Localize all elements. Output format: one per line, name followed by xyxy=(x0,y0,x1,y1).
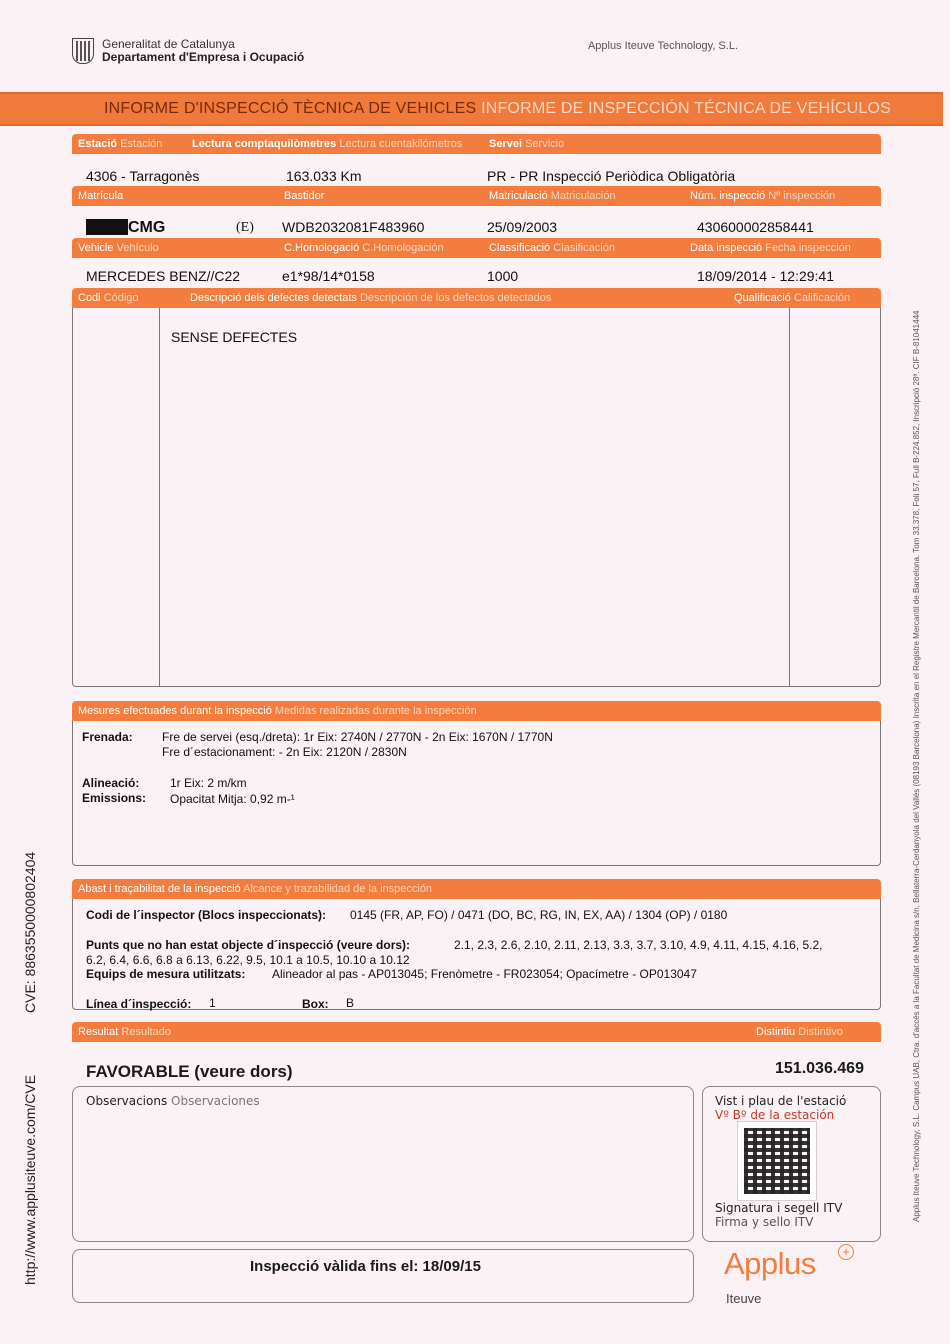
observations-box xyxy=(72,1086,694,1242)
scope-header-bar: Abast i traçabilitat de la inspecció Alcance y trazabilidad de la inspección xyxy=(72,879,881,899)
points-value-1: 2.1, 2.3, 2.6, 2.10, 2.11, 2.13, 3.3, 3.7, 3.10, 4.9, 4.11, 4.15, 4.16, 5.2, xyxy=(454,938,823,952)
applus-logo: Applus xyxy=(724,1246,816,1281)
braking-line-1: Fre de servei (esq./dreta): 1r Eix: 2740N / 2770N - 2n Eix: 1670N / 1770N xyxy=(162,730,553,744)
gov-line-1: Generalitat de Catalunya xyxy=(102,37,235,51)
cve-url: http://www.applusiteuve.com/CVE xyxy=(22,1074,38,1285)
cve-code: CVE: 8863550000802404 xyxy=(22,851,38,1013)
box-value: B xyxy=(346,996,355,1010)
signature-label-ca: Signatura i segell ITV xyxy=(715,1201,843,1215)
row2-header-bar: Matrícula Bastidor Matriculació Matriculación Núm. inspecció Nº inspección xyxy=(72,186,881,206)
station-value: 4306 - Tarragonès xyxy=(86,168,200,184)
service-value: PR - PR Inspecció Periòdica Obligatòria xyxy=(487,168,736,184)
plate-redaction xyxy=(86,219,128,235)
defects-header-bar: Codi Código Descripció dels defectes detectats Descripción de los defectos detectados Qualificació Calificación xyxy=(72,288,881,308)
line-value: 1 xyxy=(209,996,216,1010)
title-es: INFORME DE INSPECCIÓN TÉCNICA DE VEHÍCULOS xyxy=(481,100,892,117)
generalitat-header xyxy=(72,38,304,64)
points-value-2: 6.2, 6.4, 6.6, 6.8 a 6.13, 6.22, 9.5, 10.1 a 10.5, 10.10 a 10.12 xyxy=(86,953,410,967)
box-label: Box: xyxy=(302,997,329,1011)
report-title-banner xyxy=(0,92,943,126)
odometer-value: 163.033 Km xyxy=(286,168,362,184)
vehicle-value: MERCEDES BENZ//C22 xyxy=(86,268,241,284)
row3-header-bar: Vehicle Vehículo C.Homologació C.Homologación Classificació Clasificación Data inspecció Fecha inspección xyxy=(72,238,881,258)
badge-value: 151.036.469 xyxy=(775,1060,864,1077)
plus-circle-icon: + xyxy=(838,1244,854,1260)
plate-value: CMG xyxy=(128,219,166,236)
observations-label: Observacions Observaciones xyxy=(86,1094,260,1108)
applus-sub: Iteuve xyxy=(726,1291,762,1306)
emissions-label: Emissions: xyxy=(82,791,147,805)
defects-text: SENSE DEFECTES xyxy=(171,329,298,345)
inspector-label: Codi de l´inspector (Blocs inspeccionats): xyxy=(86,908,327,922)
defects-table xyxy=(72,308,881,687)
homologation-value: e1*98/14*0158 xyxy=(282,268,375,284)
braking-label: Frenada: xyxy=(82,730,133,744)
classification-value: 1000 xyxy=(487,268,519,284)
alignment-value: 1r Eix: 2 m/km xyxy=(170,776,247,790)
gov-line-2: Departament d'Empresa i Ocupació xyxy=(102,50,305,64)
title-ca: INFORME D'INSPECCIÓ TÈCNICA DE VEHICLES xyxy=(104,100,477,117)
measures-header-bar: Mesures efectuades durant la inspecció Medidas realizadas durante la inspección xyxy=(72,701,881,721)
signature-label-es: Firma y sello ITV xyxy=(715,1215,814,1229)
braking-line-2: Fre d´estacionament: - 2n Eix: 2120N / 2830N xyxy=(162,745,407,759)
equipment-label: Equips de mesura utilitzats: xyxy=(86,967,246,981)
points-label: Punts que no han estat objecte d´inspecció (veure dors): xyxy=(86,938,411,952)
emissions-value: Opacitat Mitja: 0,92 m-¹ xyxy=(170,792,295,806)
result-header-bar: Resultat Resultado Distintiu Distintivo xyxy=(72,1022,881,1042)
line-label: Línea d´inspecció: xyxy=(86,997,192,1011)
vin-value: WDB2032081F483960 xyxy=(282,219,425,235)
catalonia-shield-icon xyxy=(72,38,94,64)
registration-date-value: 25/09/2003 xyxy=(487,219,558,235)
row1-header-bar: Estació Estación Lectura comptaquilòmetres Lectura cuentakilómetros Servei Servicio xyxy=(72,134,881,154)
alignment-label: Alineació: xyxy=(82,776,140,790)
legal-notice: Applus Iteuve Technology, S.L. Campus UAB, Ctra. d'accés a la Facultat de Medicina s/n, Bellaterra-Cerdanyola del Vallès (08193 Barcelona) Inscrita en el Registre Mercantil de Barcelona. Tom 33.378, Foli 57, Full B-224.852, Inscripció 28ª. CIF B-81041444 xyxy=(912,310,921,1222)
qr-code-icon xyxy=(738,1122,816,1200)
plate-country: (E) xyxy=(236,220,254,235)
company-name: Applus Iteuve Technology, S.L. xyxy=(587,40,738,52)
validity-text: Inspecció vàlida fins el: 18/09/15 xyxy=(250,1258,481,1275)
inspector-value: 0145 (FR, AP, FO) / 0471 (DO, BC, RG, IN, EX, AA) / 1304 (OP) / 0180 xyxy=(350,908,728,922)
stamp-label-ca: Vist i plau de l'estació xyxy=(715,1094,847,1108)
equipment-value: Alineador al pas - AP013045; Frenòmetre - FR023054; Opacímetre - OP013047 xyxy=(272,967,697,981)
stamp-label-es: Vº Bº de la estación xyxy=(715,1108,835,1122)
inspection-date-value: 18/09/2014 - 12:29:41 xyxy=(697,268,835,284)
inspection-number-value: 430600002858441 xyxy=(697,219,814,235)
result-value: FAVORABLE (veure dors) xyxy=(86,1062,293,1081)
